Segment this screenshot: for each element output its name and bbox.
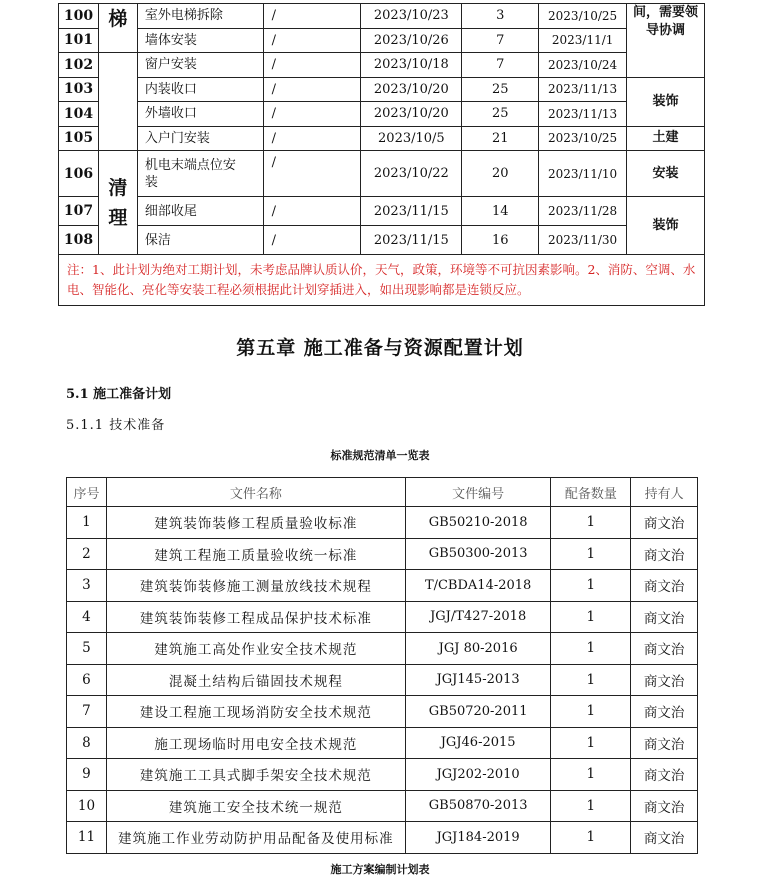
table-row <box>59 151 705 197</box>
file-name: 建筑工程施工质量验收统一标准 <box>106 538 405 570</box>
table-row <box>59 226 705 255</box>
task-name: 保洁 <box>137 226 263 255</box>
table-row <box>67 601 698 633</box>
start-date: 2023/10/22 <box>361 151 462 197</box>
end-date: 2023/11/28 <box>539 197 627 226</box>
file-name: 建筑装饰装修工程质量验收标准 <box>106 507 405 539</box>
holder: 商文治 <box>631 538 698 570</box>
file-code: JGJ 80-2016 <box>405 633 551 665</box>
column-header: 持有人 <box>631 478 698 507</box>
predecessor: / <box>263 226 361 255</box>
task-name: 墙体安装 <box>137 28 263 53</box>
file-code: T/CBDA14-2018 <box>405 570 551 602</box>
start-date: 2023/10/18 <box>361 53 462 78</box>
section-label-empty <box>98 53 137 151</box>
file-code: GB50720-2011 <box>405 696 551 728</box>
file-code: GB50870-2013 <box>405 790 551 822</box>
quantity: 1 <box>551 696 631 728</box>
table-row <box>67 570 698 602</box>
duration: 14 <box>462 197 539 226</box>
file-name: 混凝土结构后锚固技术规程 <box>106 664 405 696</box>
quantity: 1 <box>551 790 631 822</box>
row-number: 1 <box>67 507 107 539</box>
file-name: 建筑装饰装修施工测量放线技术规程 <box>106 570 405 602</box>
quantity: 1 <box>551 538 631 570</box>
holder: 商文治 <box>631 822 698 854</box>
quantity: 1 <box>551 633 631 665</box>
row-number: 8 <box>67 727 107 759</box>
table-row <box>59 53 705 78</box>
predecessor: / <box>263 126 361 151</box>
start-date: 2023/10/26 <box>361 28 462 53</box>
row-number: 104 <box>59 102 99 127</box>
section-label <box>98 151 137 255</box>
quantity: 1 <box>551 727 631 759</box>
predecessor: / <box>263 53 361 78</box>
quantity: 1 <box>551 822 631 854</box>
end-date: 2023/11/1 <box>539 28 627 53</box>
subsection-title: 5.1.1 技术准备 <box>66 418 166 433</box>
table-row <box>67 633 698 665</box>
section-title: 5.1 施工准备计划 <box>66 387 172 402</box>
table-row <box>59 197 705 226</box>
team-note: 装饰 <box>627 77 705 126</box>
duration: 21 <box>462 126 539 151</box>
task-name: 窗户安装 <box>137 53 263 78</box>
team-note: 安装 <box>627 151 705 197</box>
file-code: JGJ46-2015 <box>405 727 551 759</box>
file-code: JGJ/T427-2018 <box>405 601 551 633</box>
row-number: 107 <box>59 197 99 226</box>
file-name: 建筑施工高处作业安全技术规范 <box>106 633 405 665</box>
row-number: 7 <box>67 696 107 728</box>
row-number: 100 <box>59 4 99 29</box>
start-date: 2023/10/5 <box>361 126 462 151</box>
predecessor: / <box>263 151 361 197</box>
team-note: 装饰 <box>627 197 705 255</box>
row-number: 10 <box>67 790 107 822</box>
file-code: GB50210-2018 <box>405 507 551 539</box>
row-number: 5 <box>67 633 107 665</box>
row-number: 106 <box>59 151 99 197</box>
table-row <box>67 727 698 759</box>
table-row <box>67 759 698 791</box>
table-row <box>67 790 698 822</box>
quantity: 1 <box>551 759 631 791</box>
start-date: 2023/11/15 <box>361 226 462 255</box>
standards-table <box>66 477 698 854</box>
holder: 商文治 <box>631 601 698 633</box>
team-note: 间，需要领导协调 <box>627 4 705 78</box>
duration: 25 <box>462 77 539 102</box>
start-date: 2023/10/20 <box>361 102 462 127</box>
table-row <box>59 255 705 306</box>
schedule-note: 注：1、此计划为绝对工期计划，未考虑品牌认质认价，天气，政策，环境等不可抗因素影响。2、消防、空调、水电、智能化、亮化等安装工程必须根据此计划穿插进入，如出现影响都是连锁反应。 <box>59 255 705 306</box>
end-date: 2023/11/10 <box>539 151 627 197</box>
predecessor: / <box>263 77 361 102</box>
duration: 20 <box>462 151 539 197</box>
team-note: 土建 <box>627 126 705 151</box>
predecessor: / <box>263 102 361 127</box>
column-header: 文件编号 <box>405 478 551 507</box>
end-date: 2023/10/24 <box>539 53 627 78</box>
file-name: 建筑装饰装修工程成品保护技术标准 <box>106 601 405 633</box>
row-number: 6 <box>67 664 107 696</box>
table-row <box>59 126 705 151</box>
table-row <box>59 4 705 29</box>
file-name: 建设工程施工现场消防安全技术规范 <box>106 696 405 728</box>
duration: 3 <box>462 4 539 29</box>
table-row <box>67 664 698 696</box>
section-label-char: 理 <box>108 206 128 229</box>
table-row <box>59 28 705 53</box>
start-date: 2023/10/23 <box>361 4 462 29</box>
chapter-title: 第五章 施工准备与资源配置计划 <box>236 337 524 359</box>
task-name: 外墙收口 <box>137 102 263 127</box>
column-header: 序号 <box>67 478 107 507</box>
predecessor: / <box>263 197 361 226</box>
column-header: 配备数量 <box>551 478 631 507</box>
file-name: 建筑施工安全技术统一规范 <box>106 790 405 822</box>
row-number: 105 <box>59 126 99 151</box>
task-name: 机电末端点位安装 <box>137 151 263 197</box>
construction-schedule-table <box>58 3 705 306</box>
holder: 商文治 <box>631 664 698 696</box>
holder: 商文治 <box>631 790 698 822</box>
predecessor: / <box>263 28 361 53</box>
table-row <box>67 822 698 854</box>
row-number: 9 <box>67 759 107 791</box>
row-number: 108 <box>59 226 99 255</box>
holder: 商文治 <box>631 507 698 539</box>
start-date: 2023/10/20 <box>361 77 462 102</box>
task-name: 入户门安装 <box>137 126 263 151</box>
table-caption: 标准规范清单一览表 <box>330 449 430 462</box>
end-date: 2023/11/13 <box>539 102 627 127</box>
table-row <box>67 696 698 728</box>
start-date: 2023/11/15 <box>361 197 462 226</box>
predecessor: / <box>263 4 361 29</box>
task-name: 细部收尾 <box>137 197 263 226</box>
end-date: 2023/11/13 <box>539 77 627 102</box>
quantity: 1 <box>551 601 631 633</box>
quantity: 1 <box>551 507 631 539</box>
end-date: 2023/11/30 <box>539 226 627 255</box>
file-name: 建筑施工作业劳动防护用品配备及使用标准 <box>106 822 405 854</box>
end-date: 2023/10/25 <box>539 4 627 29</box>
row-number: 102 <box>59 53 99 78</box>
column-header: 文件名称 <box>106 478 405 507</box>
task-name: 内装收口 <box>137 77 263 102</box>
quantity: 1 <box>551 570 631 602</box>
duration: 7 <box>462 53 539 78</box>
row-number: 3 <box>67 570 107 602</box>
task-name: 室外电梯拆除 <box>137 4 263 29</box>
row-number: 11 <box>67 822 107 854</box>
file-code: JGJ184-2019 <box>405 822 551 854</box>
row-number: 101 <box>59 28 99 53</box>
holder: 商文治 <box>631 727 698 759</box>
row-number: 4 <box>67 601 107 633</box>
table-header-row <box>67 478 698 507</box>
table-row <box>59 77 705 102</box>
table-row <box>67 538 698 570</box>
section-label-char: 清 <box>108 176 128 199</box>
holder: 商文治 <box>631 759 698 791</box>
duration: 16 <box>462 226 539 255</box>
file-name: 建筑施工工具式脚手架安全技术规范 <box>106 759 405 791</box>
bottom-caption: 施工方案编制计划表 <box>330 863 430 876</box>
table-row <box>67 507 698 539</box>
quantity: 1 <box>551 664 631 696</box>
duration: 25 <box>462 102 539 127</box>
file-code: JGJ145-2013 <box>405 664 551 696</box>
end-date: 2023/10/25 <box>539 126 627 151</box>
holder: 商文治 <box>631 696 698 728</box>
row-number: 103 <box>59 77 99 102</box>
file-code: GB50300-2013 <box>405 538 551 570</box>
section-label: 梯 <box>98 4 137 53</box>
table-row <box>59 102 705 127</box>
file-name: 施工现场临时用电安全技术规范 <box>106 727 405 759</box>
holder: 商文治 <box>631 633 698 665</box>
row-number: 2 <box>67 538 107 570</box>
duration: 7 <box>462 28 539 53</box>
file-code: JGJ202-2010 <box>405 759 551 791</box>
holder: 商文治 <box>631 570 698 602</box>
